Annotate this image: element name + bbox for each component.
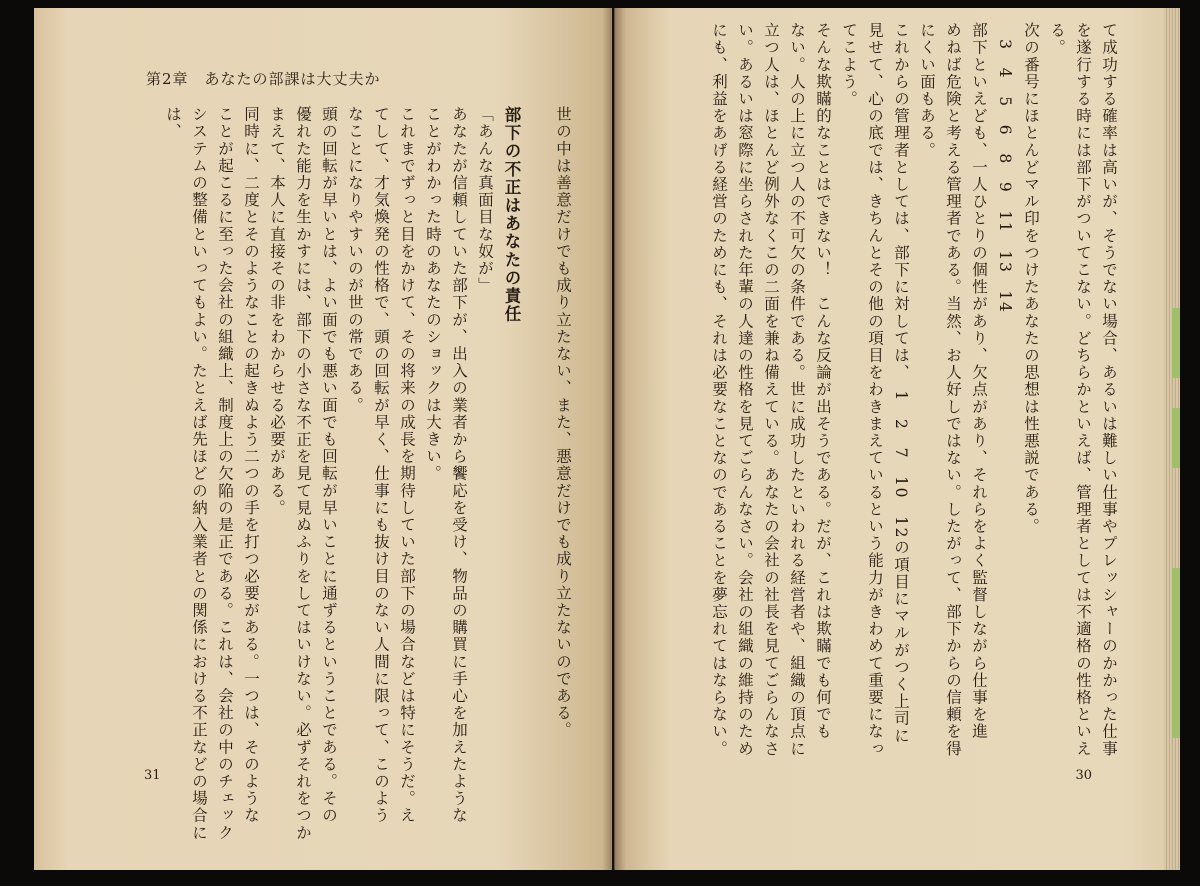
text-column: 「あんな真面目な奴が」	[476, 106, 494, 295]
text-column: てして、才気煥発の性格で、頭の回転が早く、仕事にも抜け目のない人間に限って、このよう	[372, 106, 390, 825]
text-column: にくい面もある。	[918, 22, 936, 159]
text-column: これまでずっと目をかけて、その将来の成長を期待していた部下の場合などは特にそうだ。え	[398, 106, 416, 825]
left-page	[34, 8, 612, 870]
text-column: 世の中は善意だけでも成り立たない、また、悪意だけでも成り立たないのである。	[554, 106, 572, 739]
right-page-body	[706, 22, 1122, 758]
text-column: ことがわかった時のあなたのショックは大きい。	[424, 106, 442, 483]
text-column: い。あるいは窓際に坐らされた年輩の人達の性格を見てごらんなさい。会社の組織の維持のため	[736, 22, 754, 758]
text-column: まえて、本人に直接その非をわからせる必要がある。	[268, 106, 286, 517]
text-column: 優れた能力を生かすには、部下の小さな不正を見て見ぬふりをしてはいけない。必ずそれをつか	[294, 106, 312, 842]
text-column: あなたが信頼していた部下が、出入の業者から饗応を受け、物品の購買に手心を加えたような	[450, 106, 468, 825]
text-column: て成功する確率は高いが、そうでない場合、あるいは難しい仕事やプレッシャーのかかった仕事	[1100, 22, 1118, 758]
text-column: 3 4 5 6 8 9 11 13 14	[996, 22, 1014, 314]
page-number-right: 30	[1075, 768, 1092, 783]
text-column: 立つ人は、ほとんど例外なくこの二面を兼ね備えている。あなたの会社の社長を見てごらんなさ	[762, 22, 780, 758]
text-column: 見せて、心の底では、きちんとその他の項目をわきまえているという能力がきわめて重要になっ	[866, 22, 884, 758]
bookmark-tab	[1172, 568, 1180, 738]
text-column: システムの整備といってもよい。たとえば先ほどの納入業者との関係における不正などの場合に	[190, 106, 208, 842]
bookmark-tab	[1172, 308, 1180, 378]
left-page-body	[160, 106, 576, 842]
text-column: なことになりやすいのが世の常である。	[346, 106, 364, 414]
right-page	[614, 8, 1180, 870]
book-gutter	[602, 8, 626, 870]
text-column: ない。人の上に立つ人の不可欠の条件である。世に成功したといわれる経営者や、組織の頂点に	[788, 22, 806, 758]
text-column: を遂行する時には部下がついてこない。どちらかといえば、管理者としては不適格の性格といえ	[1074, 22, 1092, 758]
running-header: 第2章 あなたの部課は大丈夫か	[146, 70, 381, 88]
text-column: めねば危険と考える管理者である。当然、お人好しではない。したがって、部下からの信頼を得	[944, 22, 962, 758]
bookmark-tab	[1172, 408, 1180, 468]
text-column	[524, 106, 550, 736]
text-column: これからの管理者としては、部下に対しては、 1 2 7 10 12の項目にマルがつく上司に	[892, 22, 910, 745]
text-column: 部下といえども、一人ひとりの個性があり、欠点があり、それらをよく監督しながら仕事を進	[970, 22, 988, 741]
section-heading: 部下の不正はあなたの責任	[502, 106, 521, 324]
text-column: 頭の回転が早いとは、よい面でも悪い面でも回転が早いことに通ずるということである。その	[320, 106, 338, 825]
text-column: 同時に、二度とそのようなことの起きぬよう二つの手を打つ必要がある。一つは、そのような	[242, 106, 260, 825]
text-column: る。	[1048, 22, 1066, 57]
book-spread	[34, 8, 1176, 870]
text-column: は、	[164, 106, 182, 141]
text-column: 次の番号にほとんどマル印をつけたあなたの思想は性悪説である。	[1022, 22, 1040, 535]
text-column: ことが起こるに至った会社の組織上、制度上の欠陥の是正である。これは、会社の中のチェック	[216, 106, 234, 842]
text-column: そんな欺瞞的なことはできない！ こんな反論が出そうである。だが、これは欺瞞でも何でも	[814, 22, 832, 741]
page-number-left: 31	[144, 768, 161, 783]
text-column: にも、利益をあげる経営のためにも、それは必要なことなのであることを夢忘れてはならない。	[710, 22, 728, 758]
text-column: てこよう。	[840, 22, 858, 108]
